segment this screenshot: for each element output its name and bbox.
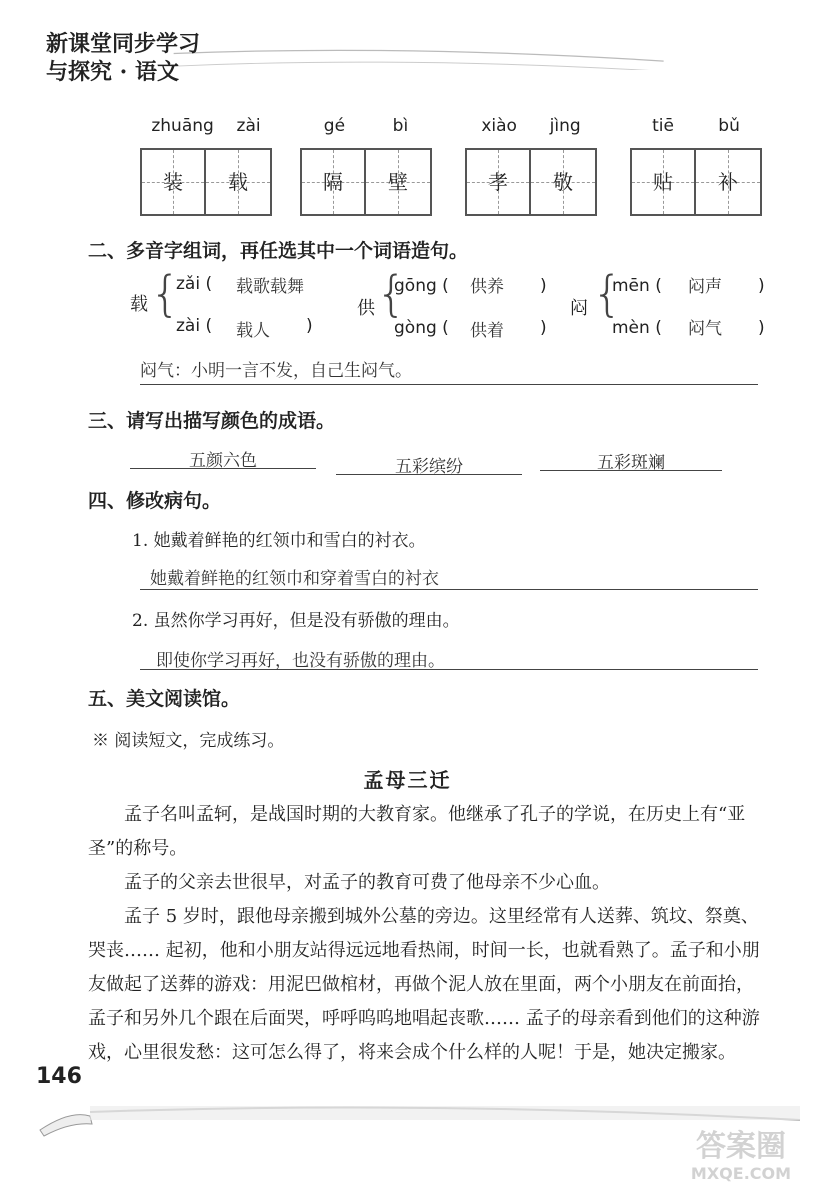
answer-word: 闷气 bbox=[688, 319, 722, 339]
polyphone-row: mēn ( bbox=[612, 276, 662, 296]
pinyin-label: xiào bbox=[481, 116, 517, 136]
pinyin-label: zài bbox=[236, 116, 261, 136]
paren-close: ) bbox=[758, 318, 765, 338]
paragraph: 孟子名叫孟轲，是战国时期的大教育家。他继承了孔子的学说，在历史上有“亚圣”的称号。 bbox=[88, 804, 746, 859]
brace-icon: { bbox=[376, 266, 407, 322]
polyphone-row: gōng ( bbox=[394, 276, 449, 296]
paren-close: ) bbox=[306, 316, 313, 336]
answer-idiom: 五彩斑斓 bbox=[540, 448, 722, 471]
answer-sentence: 即使你学习再好，也没有骄傲的理由。 bbox=[140, 646, 758, 670]
answer-word: 供着 bbox=[470, 321, 504, 341]
pinyin-label: jìng bbox=[549, 116, 581, 136]
char-cell: 载 bbox=[206, 150, 270, 214]
section-heading: 三、请写出描写颜色的成语。 bbox=[88, 410, 336, 432]
answer-word: 载歌载舞 bbox=[236, 277, 304, 297]
polyphone-row: zǎi ( bbox=[176, 274, 213, 294]
pinyin-label: tiē bbox=[652, 116, 674, 136]
section-heading: 五、美文阅读馆。 bbox=[88, 688, 241, 710]
answer-sentence: 闷气：小明一言不发，自己生闷气。 bbox=[140, 356, 758, 385]
paragraph: 孟子 5 岁时，跟他母亲搬到城外公墓的旁边。这里经常有人送葬、筑坟、祭奠、哭丧…… 起初，他和小朋友站得远远地看热闹，时间一长，也就看熟了。孟子和小朋友做起了送葬的游戏：用泥巴做棺材，再做个泥人放在里面，两个小朋友在前面抬，孟子和另外几个跟在后面哭，呼呼呜呜地唱起丧歌…… 孟子的母亲看到他们的这种游戏，心里很发愁：这可怎么得了，将来会成个什么样的人呢！于是，她决定搬家。 bbox=[88, 906, 760, 1063]
char-cell: 隔 bbox=[302, 150, 366, 214]
question-text: 1. 她戴着鲜艳的红领巾和雪白的衬衣。 bbox=[132, 531, 426, 551]
watermark: 答案圈 MXQE.COM bbox=[690, 1129, 792, 1183]
book-title: 新课堂同步学习 与探究 · 语文 bbox=[46, 31, 201, 85]
char-cell: 装 bbox=[142, 150, 206, 214]
brace-icon: { bbox=[592, 266, 623, 322]
brace-icon: { bbox=[150, 266, 181, 322]
char-cell: 壁 bbox=[366, 150, 430, 214]
polyphone-char: 供 bbox=[357, 298, 375, 319]
pinyin-label: bì bbox=[392, 116, 409, 136]
polyphone-char: 闷 bbox=[570, 298, 588, 319]
article-body bbox=[88, 798, 764, 1070]
char-cell: 敬 bbox=[531, 150, 595, 214]
pinyin-label: bǔ bbox=[718, 116, 740, 136]
char-cell: 孝 bbox=[467, 150, 531, 214]
pinyin-group bbox=[630, 116, 762, 216]
question-text: 2. 虽然你学习再好，但是没有骄傲的理由。 bbox=[132, 611, 460, 631]
page-number: 146 bbox=[36, 1064, 82, 1089]
pinyin-group bbox=[465, 116, 597, 216]
paragraph: 孟子的父亲去世很早，对孟子的教育可费了他母亲不少心血。 bbox=[124, 872, 610, 893]
pinyin-label: gé bbox=[323, 116, 346, 136]
polyphone-row: mèn ( bbox=[612, 318, 662, 338]
pinyin-label: zhuāng bbox=[151, 116, 214, 136]
polyphone-row: gòng ( bbox=[394, 318, 449, 338]
polyphone-char: 载 bbox=[130, 294, 148, 315]
pinyin-group bbox=[300, 116, 432, 216]
instruction-text: ※ 阅读短文，完成练习。 bbox=[92, 731, 285, 751]
answer-idiom: 五颜六色 bbox=[130, 446, 316, 469]
paren-close: ) bbox=[758, 276, 765, 296]
polyphone-row: zài ( bbox=[176, 316, 213, 336]
answer-idiom: 五彩缤纷 bbox=[336, 452, 522, 475]
section-heading: 二、多音字组词，再任选其中一个词语造句。 bbox=[88, 240, 469, 262]
section-heading: 四、修改病句。 bbox=[88, 490, 222, 512]
answer-sentence: 她戴着鲜艳的红领巾和穿着雪白的衬衣 bbox=[140, 564, 758, 590]
answer-word: 供养 bbox=[470, 277, 504, 297]
answer-word: 闷声 bbox=[688, 277, 722, 297]
article-title: 孟母三迁 bbox=[363, 768, 452, 792]
paren-close: ) bbox=[540, 276, 547, 296]
char-cell: 补 bbox=[696, 150, 760, 214]
pinyin-group bbox=[140, 116, 272, 216]
paren-close: ) bbox=[540, 318, 547, 338]
answer-word: 载人 bbox=[236, 321, 270, 341]
char-cell: 贴 bbox=[632, 150, 696, 214]
